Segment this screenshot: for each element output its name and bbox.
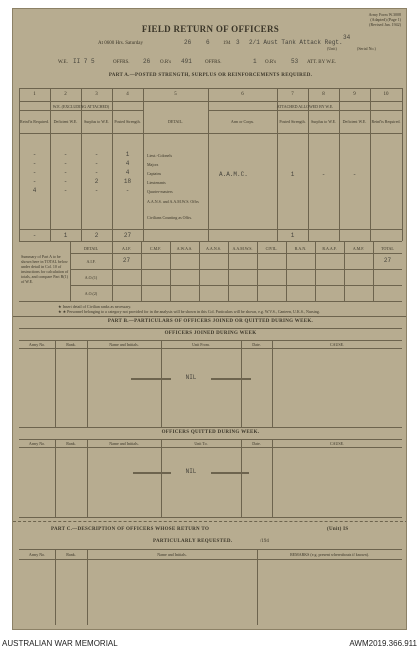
grid-line: [370, 88, 371, 241]
cell-value: 18: [123, 178, 132, 185]
cell-value: -: [63, 169, 68, 176]
rank-label: Majors: [147, 162, 159, 167]
total-value: 27: [123, 232, 132, 239]
summary-note: Summary of Part A to be shown here in TOTAL below under detail in Col. 10 of instructions for calculation of totals, and compare Part B(1) of W.E.: [21, 254, 69, 284]
attached-arm: A.A.M.C.: [219, 171, 248, 178]
grid-line: [19, 133, 402, 134]
grid-line: [19, 549, 402, 550]
part-c-title: PART C.—DESCRIPTION OF OFFICERS WHOSE RETURN TO: [51, 527, 210, 532]
col-header: Posted Strength.: [279, 119, 306, 124]
col-header: Deficient W.E.: [53, 119, 78, 124]
grid-line: [272, 439, 273, 517]
grid-line: [19, 301, 402, 302]
detail-col-header: R.A.A.F.: [322, 246, 337, 251]
joined-col-header: Name and Initials.: [109, 342, 139, 347]
joined-col-header: CAUSE.: [329, 342, 345, 347]
col-number: 1: [33, 92, 36, 97]
joined-col-header: Unit From.: [192, 342, 210, 347]
detail-total-value: 27: [383, 257, 392, 264]
part-c-requested: PARTICULARLY REQUESTED.: [153, 539, 233, 544]
cell-value: 4: [125, 160, 130, 167]
at-label: At 0600 Hrs. Saturday: [98, 41, 143, 46]
quitted-title: OFFICERS QUITTED DURING WEEK.: [161, 430, 260, 435]
col-header: DETAIL.: [167, 119, 184, 124]
attached-strength: 1: [290, 171, 295, 178]
form-title: FIELD RETURN OF OFFICERS: [141, 24, 280, 34]
tear-line: [13, 521, 407, 522]
detail-col-header: A.M.F.: [352, 246, 365, 251]
col3-values: [81, 150, 112, 195]
cell-value: -: [94, 160, 99, 167]
we-value: II 7 5: [73, 58, 95, 65]
grid-line: [161, 340, 162, 427]
grid-line: [19, 517, 402, 518]
attached-group-header: ATTACHED ALLOWED BY W.E.: [276, 104, 334, 109]
grid-line: [208, 110, 402, 111]
rank-label: A.A.N.S. and A.A.M.W.S. Offrs: [147, 199, 199, 204]
detail-col-header: A.I.F.: [121, 246, 132, 251]
cell-value: -: [32, 169, 37, 176]
part-c-date: /194: [260, 539, 269, 544]
attached-surplus: -: [321, 171, 326, 178]
col-number: 4: [126, 92, 129, 97]
detail-row-label: A.O.(1): [84, 275, 98, 280]
detail-col-header: A.A.M.W.S.: [232, 246, 253, 251]
year-printed: 194: [223, 41, 231, 46]
col-number: 3: [95, 92, 98, 97]
date-day: 26: [184, 39, 192, 46]
detail-col-header: A.A.N.S.: [206, 246, 221, 251]
att-offrs-value: 1: [253, 58, 257, 65]
footer-institution: AUSTRALIAN WAR MEMORIAL: [2, 639, 118, 648]
col-number: 6: [241, 92, 244, 97]
grid-line: [19, 340, 402, 341]
joined-col-header: Date.: [252, 342, 261, 347]
form-ref-line: (Adapted) (Page 1): [370, 17, 401, 22]
detail-col-header: C.M.F.: [149, 246, 162, 251]
col4-values: [112, 150, 143, 195]
note-line: ★ Insert detail of Civilian ranks as necessary.: [58, 304, 132, 309]
nil-stroke: [211, 472, 249, 474]
nil-stroke: [131, 378, 171, 380]
grid-line: [272, 340, 273, 427]
form-sheet: [12, 8, 407, 630]
grid-line: [19, 229, 402, 230]
col-number: 9: [353, 92, 356, 97]
grid-line: [19, 101, 402, 102]
grid-line: [143, 88, 144, 241]
col-header: Arm or Corps.: [230, 119, 255, 124]
nil-stroke: [133, 472, 171, 474]
offrs-value: 26: [143, 58, 151, 65]
year-typed: 3: [236, 39, 240, 46]
quitted-col-header: Unit To.: [194, 441, 208, 446]
part-c-unit-label: (Unit) IS: [327, 527, 349, 532]
we-label: W.E.: [58, 60, 68, 65]
col-header: Deficient W.E.: [342, 119, 367, 124]
part-c-col-header: REMARKS (e.g. present whereabouts if known).: [290, 552, 369, 557]
grid-line: [70, 269, 402, 270]
archive-footer: [0, 630, 419, 653]
col-header: Surplus to W.E.: [310, 119, 337, 124]
cell-value: 2: [94, 178, 99, 185]
grid-line: [19, 439, 402, 440]
grid-line: [87, 439, 88, 517]
form-ref-line: Army Form W.3008: [368, 12, 401, 17]
grid-line: [55, 340, 56, 427]
grid-line: [87, 549, 88, 625]
cell-value: -: [63, 187, 68, 194]
cell-value: 4: [32, 187, 37, 194]
grid-line: [257, 549, 258, 625]
grid-line: [19, 427, 402, 428]
rank-label: Lieutenants: [147, 180, 166, 185]
detail-row-label: A.O.(2): [84, 291, 98, 296]
footer-accession-number: AWM2019.366.911: [349, 639, 417, 648]
grid-line: [19, 447, 402, 448]
cell-value: -: [32, 178, 37, 185]
att-offrs-label: OFFRS.: [205, 60, 222, 65]
rank-label: Captains: [147, 171, 161, 176]
cell-value: -: [32, 160, 37, 167]
cell-value: -: [63, 160, 68, 167]
part-c-col-header: Name and Initials.: [157, 552, 187, 557]
col-number: 10: [383, 92, 389, 97]
unit-name: 2/1 Aust Tank Attack Regt.: [249, 39, 343, 46]
or-label: O.R's: [160, 60, 172, 65]
grid-line: [277, 88, 278, 241]
total-attached: 1: [290, 232, 295, 239]
grid-line: [55, 549, 56, 625]
grid-line: [208, 88, 209, 241]
att-or-label: O.R's: [265, 60, 277, 65]
joined-title: OFFICERS JOINED DURING WEEK: [164, 331, 257, 336]
quitted-col-header: Army No.: [28, 441, 46, 446]
nil-stroke: [211, 378, 251, 380]
rank-label: Lieut.-Colonels: [147, 153, 172, 158]
offrs-label: OFFRS.: [113, 60, 130, 65]
col-number: 7: [291, 92, 294, 97]
quitted-col-header: Date.: [252, 441, 261, 446]
detail-col-header: A.W.A.S.: [176, 246, 193, 251]
unit-label: (Unit): [327, 46, 337, 51]
quitted-col-header: Rank.: [66, 441, 76, 446]
grid-line: [55, 439, 56, 517]
section-divider: [13, 316, 407, 317]
cell-value: 4: [125, 169, 130, 176]
col-header: Surplus to W.E.: [83, 119, 110, 124]
part-b-title: PART B.—PARTICULARS OF OFFICERS JOINED OR QUITTED DURING WEEK.: [107, 319, 314, 324]
detail-header: DETAIL: [83, 246, 99, 251]
joined-col-header: Army No.: [28, 342, 46, 347]
grid-line: [19, 88, 402, 89]
serial-number: 34: [343, 34, 351, 41]
grid-line: [161, 439, 162, 517]
col-number: 5: [174, 92, 177, 97]
cell-value: -: [63, 178, 68, 185]
quitted-nil-entry: NIL: [185, 468, 197, 475]
col-number: 2: [64, 92, 67, 97]
col-header: Reinf'ts Required.: [371, 119, 401, 124]
col-header: Posted Strength.: [114, 119, 141, 124]
detail-col-header: CIVIL.: [265, 246, 278, 251]
att-or-value: 53: [291, 58, 299, 65]
attached-deficient: -: [352, 171, 357, 178]
total-value: 2: [94, 232, 99, 239]
detail-col-header: TOTAL: [381, 246, 394, 251]
quitted-col-header: CAUSE.: [329, 441, 345, 446]
grid-line: [241, 439, 242, 517]
att-by-we-label: ATT. BY W.E.: [307, 60, 337, 65]
joined-col-header: Rank.: [66, 342, 76, 347]
total-value: -: [32, 232, 37, 239]
cell-value: -: [125, 187, 130, 194]
note-line: ★ ★ Personnel belonging to a category not provided for in the analysis will be shown in this Col. Particulars will be shown, e.g. W.V.S., Canteen, U.K.S., Nursing.: [58, 309, 320, 314]
form-ref-line: (Revised Jan. 1942): [369, 22, 401, 27]
grid-line: [308, 88, 309, 241]
grid-line: [339, 88, 340, 241]
grid-line: [19, 328, 402, 329]
grid-line: [19, 559, 402, 560]
part-c-col-header: Army No.: [28, 552, 46, 557]
col-number: 8: [322, 92, 325, 97]
col1-values: [19, 150, 50, 195]
part-c-col-header: Rank.: [66, 552, 76, 557]
cell-value: -: [32, 151, 37, 158]
quitted-col-header: Name and Initials.: [109, 441, 139, 446]
grid-line: [70, 253, 402, 254]
date-month: 6: [206, 39, 210, 46]
grid-line: [402, 88, 403, 241]
detail-aif-value: 27: [122, 257, 131, 264]
joined-nil-entry: NIL: [185, 374, 197, 381]
cell-value: -: [63, 151, 68, 158]
cell-value: -: [94, 151, 99, 158]
cell-value: -: [94, 187, 99, 194]
detail-col-header: R.A.N.: [294, 246, 307, 251]
detail-row-label: A.I.F.: [86, 259, 96, 264]
cell-value: 1: [125, 151, 130, 158]
col-header: Reinf'ts Required.: [20, 119, 49, 124]
total-value: 1: [63, 232, 68, 239]
serial-label: (Serial No.): [357, 46, 376, 51]
grid-line: [87, 340, 88, 427]
rank-label: Civilians Counting as Offrs.: [147, 215, 193, 220]
part-a-title: PART A.—POSTED STRENGTH, SURPLUS OR REINFORCEMENTS REQUIRED.: [108, 73, 313, 78]
grid-line: [241, 340, 242, 427]
col2-values: [50, 150, 81, 195]
grid-line: [19, 348, 402, 349]
or-value: 491: [181, 58, 192, 65]
grid-line: [70, 285, 402, 286]
rank-label: Quarter-masters: [147, 189, 173, 194]
we-group-header: W.E. (EXCLUDING ATTACHED): [52, 104, 110, 109]
cell-value: -: [94, 169, 99, 176]
